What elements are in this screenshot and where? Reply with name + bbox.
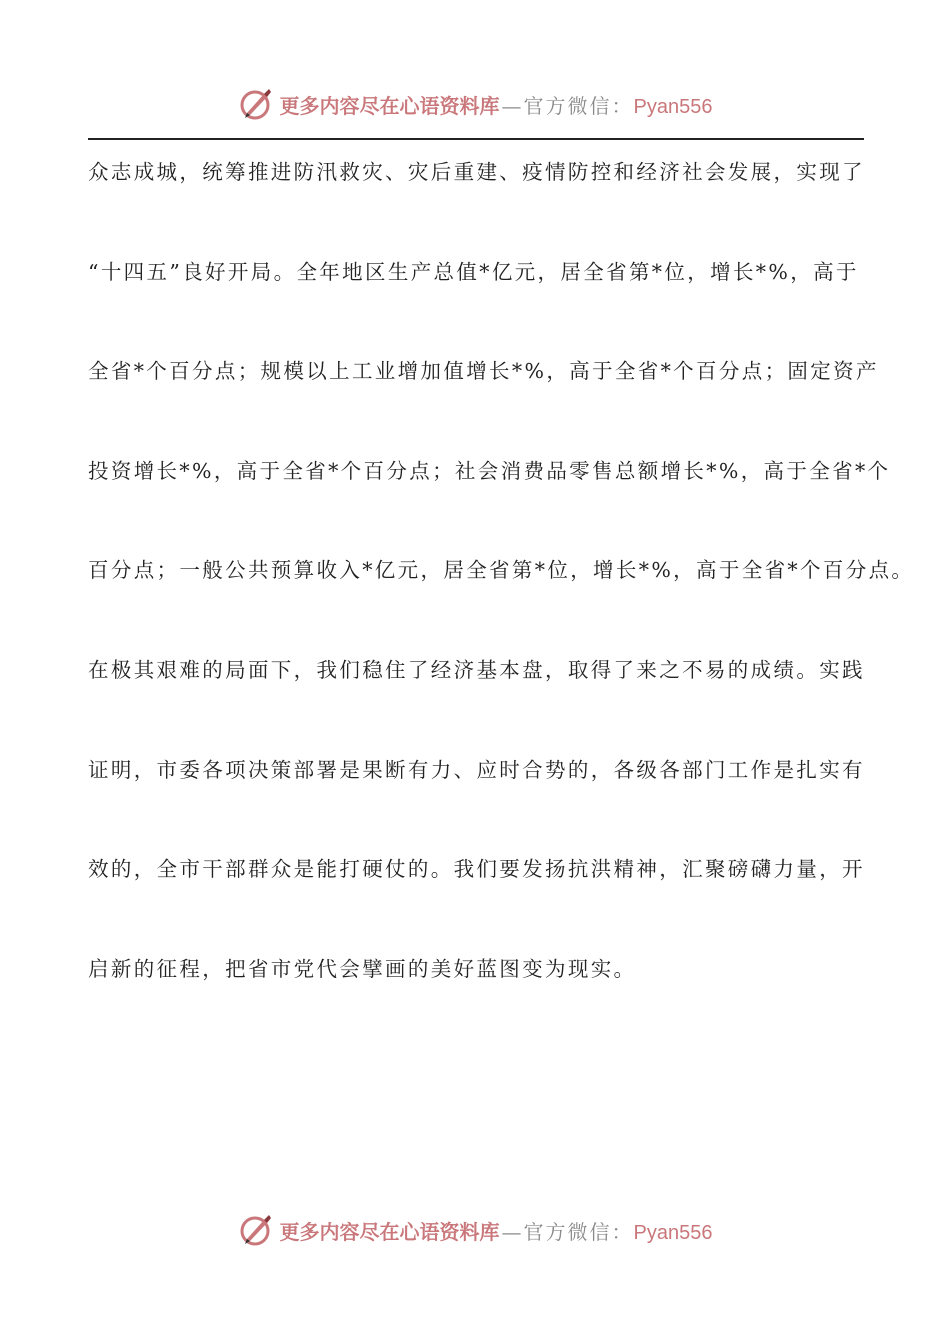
body-line: 效的，全市干部群众是能打硬仗的。我们要发扬抗洪精神，汇聚磅礴力量，开 [88,857,865,882]
body-line: 证明，市委各项决策部署是果断有力、应时合势的，各级各部门工作是扎实有 [88,757,865,782]
document-body [88,148,915,1044]
body-line: 众志成城，统筹推进防汛救灾、灾后重建、疫情防控和经济社会发展，实现了 [88,160,865,184]
body-line: “十四五”良好开局。全年地区生产总值*亿元，居全省第*位，增长*%，高于 [88,259,859,284]
body-line: 启新的征程，把省市党代会擘画的美好蓝图变为现实。 [88,956,637,981]
header-site-name: 更多内容尽在心语资料库 [279,93,500,118]
quill-pen-logo-icon [238,1212,274,1248]
body-line: 在极其艰难的局面下，我们稳住了经济基本盘，取得了来之不易的成绩。实践 [88,657,865,682]
footer-site-name: 更多内容尽在心语资料库 [279,1219,500,1244]
header-dash: — [501,93,522,118]
header-banner [0,84,950,124]
body-line: 全省*个百分点；规模以上工业增加值增长*%，高于全省*个百分点；固定资产 [88,359,879,384]
footer-wechat-id: Pyan556 [633,1221,713,1244]
body-line: 投资增长*%，高于全省*个百分点；社会消费品零售总额增长*%，高于全省*个 [88,458,891,483]
header-wechat-label: 官方微信： [523,93,634,118]
footer-banner-text [280,1216,713,1245]
footer-dash: — [501,1219,522,1244]
footer-wechat-label: 官方微信： [523,1219,634,1244]
quill-pen-logo-icon [238,86,274,122]
header-banner-text [280,90,713,119]
body-line: 百分点；一般公共预算收入*亿元，居全省第*位，增长*%，高于全省*个百分点。 [88,558,915,583]
footer-banner [0,1210,950,1250]
header-wechat-id: Pyan556 [633,95,713,118]
header-divider [88,138,864,140]
